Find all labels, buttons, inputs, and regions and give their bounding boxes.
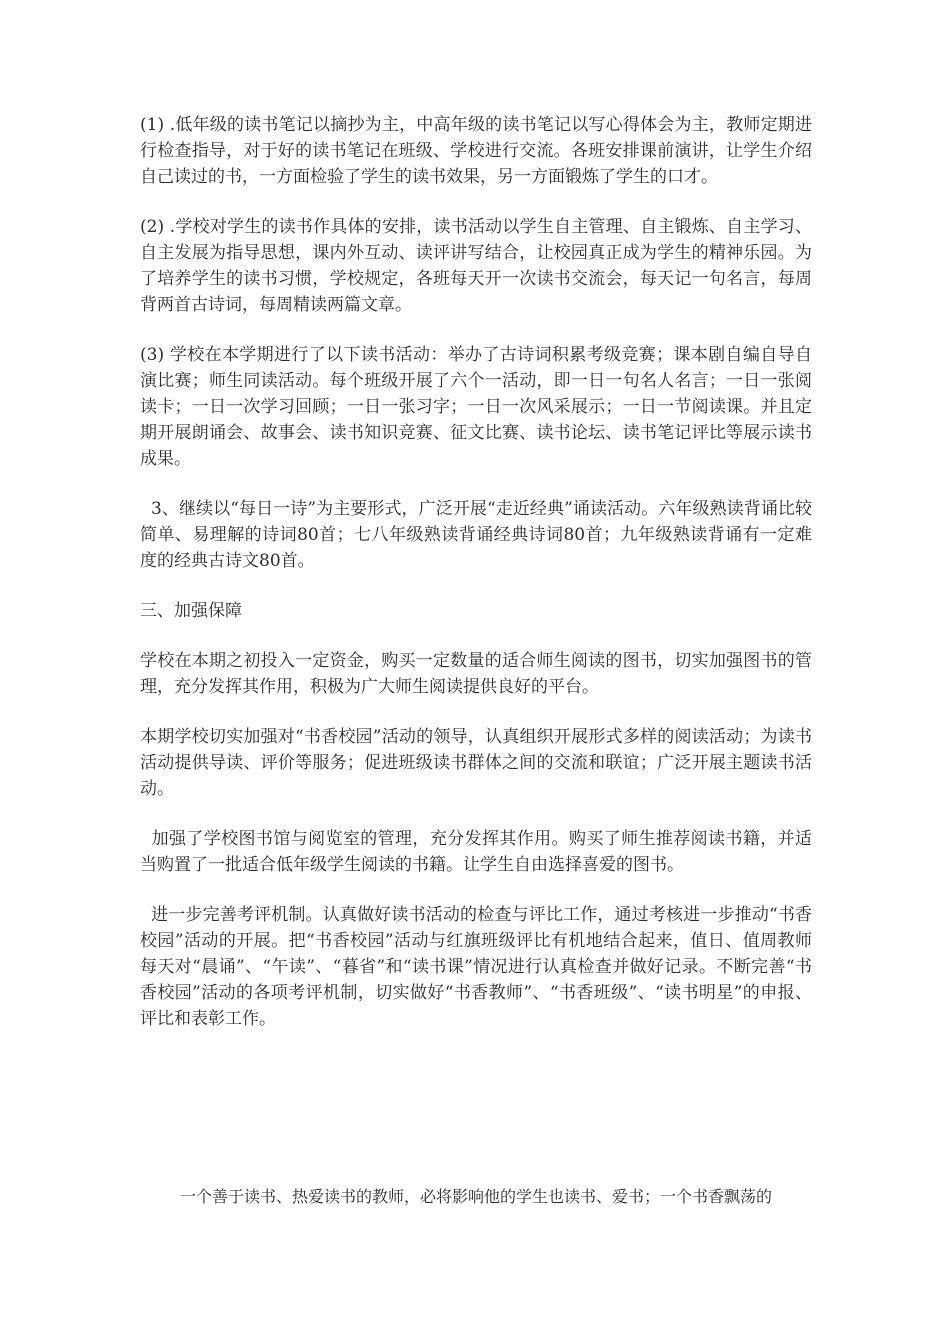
paragraph-reading-activities: (3) 学校在本学期进行了以下读书活动：举办了古诗词积累考级竞赛；课本剧自编自导自演比赛；师生同读活动。每个班级开展了六个一活动，即一日一句名人名言；一日一张阅读卡；一日一次学习回顾；一日一张习字；一日一次风采展示；一日一节阅读课。并且定期开展朗诵会、故事会、读书知识竞赛、征文比赛、读书论坛、读书笔记评比等展示读书成果。 — [140, 345, 812, 469]
paragraph-evaluation: 进一步完善考评机制。认真做好读书活动的检查与评比工作，通过考核进一步推动“书香校园”活动的开展。把“书香校园”活动与红旗班级评比有机地结合起来，值日、值周教师每天对“晨诵”、“午读”、“暮省”和“读书课”情况进行认真检查并做好记录。不断完善“书香校园”活动的各项考评机制，切实做好“书香教师”、“书香班级”、“读书明星”的申报、评比和表彰工作。 — [140, 905, 812, 1029]
document-body — [140, 112, 812, 1056]
paragraph-leadership: 本期学校切实加强对“书香校园”活动的领导，认真组织开展形式多样的阅读活动；为读书活动提供导读、评价等服务；促进班级读书群体之间的交流和联谊；广泛开展主题读书活动。 — [140, 727, 812, 799]
paragraph-library: 加强了学校图书馆与阅览室的管理，充分发挥其作用。购买了师生推荐阅读书籍，并适当购置了一批适合低年级学生阅读的书籍。让学生自由选择喜爱的图书。 — [140, 829, 813, 875]
paragraph-reading-notes: (1) .低年级的读书笔记以摘抄为主，中高年级的读书笔记以写心得体会为主，教师定期进行检查指导，对于好的读书笔记在班级、学校进行交流。各班安排课前演讲，让学生介绍自己读过的书，一方面检验了学生的读书效果，另一方面锻炼了学生的口才。 — [140, 115, 812, 187]
section-heading: 三、加强保障 — [140, 601, 242, 621]
footer-text: 一个善于读书、热爱读书的教师，必将影响他的学生也读书、爱书；一个书香飘荡的 — [180, 1187, 773, 1206]
paragraph-funding: 学校在本期之初投入一定资金，购买一定数量的适合师生阅读的图书，切实加强图书的管理，充分发挥其作用，积极为广大师生阅读提供良好的平台。 — [140, 651, 812, 697]
paragraph-daily-poem: 3、继续以“每日一诗”为主要形式，广泛开展“走近经典”诵读活动。六年级熟读背诵比较简单、易理解的诗词80首；七八年级熟读背诵经典诗词80首；九年级熟读背诵有一定难度的经典古诗文80首。 — [140, 499, 812, 571]
paragraph-reading-arrangement: (2) .学校对学生的读书作具体的安排，读书活动以学生自主管理、自主锻炼、自主学习、自主发展为指导思想，课内外互动、读评讲写结合，让校园真正成为学生的精神乐园。为了培养学生的读书习惯，学校规定，各班每天开一次读书交流会，每天记一句名言，每周背两首古诗词，每周精读两篇文章。 — [140, 217, 812, 315]
